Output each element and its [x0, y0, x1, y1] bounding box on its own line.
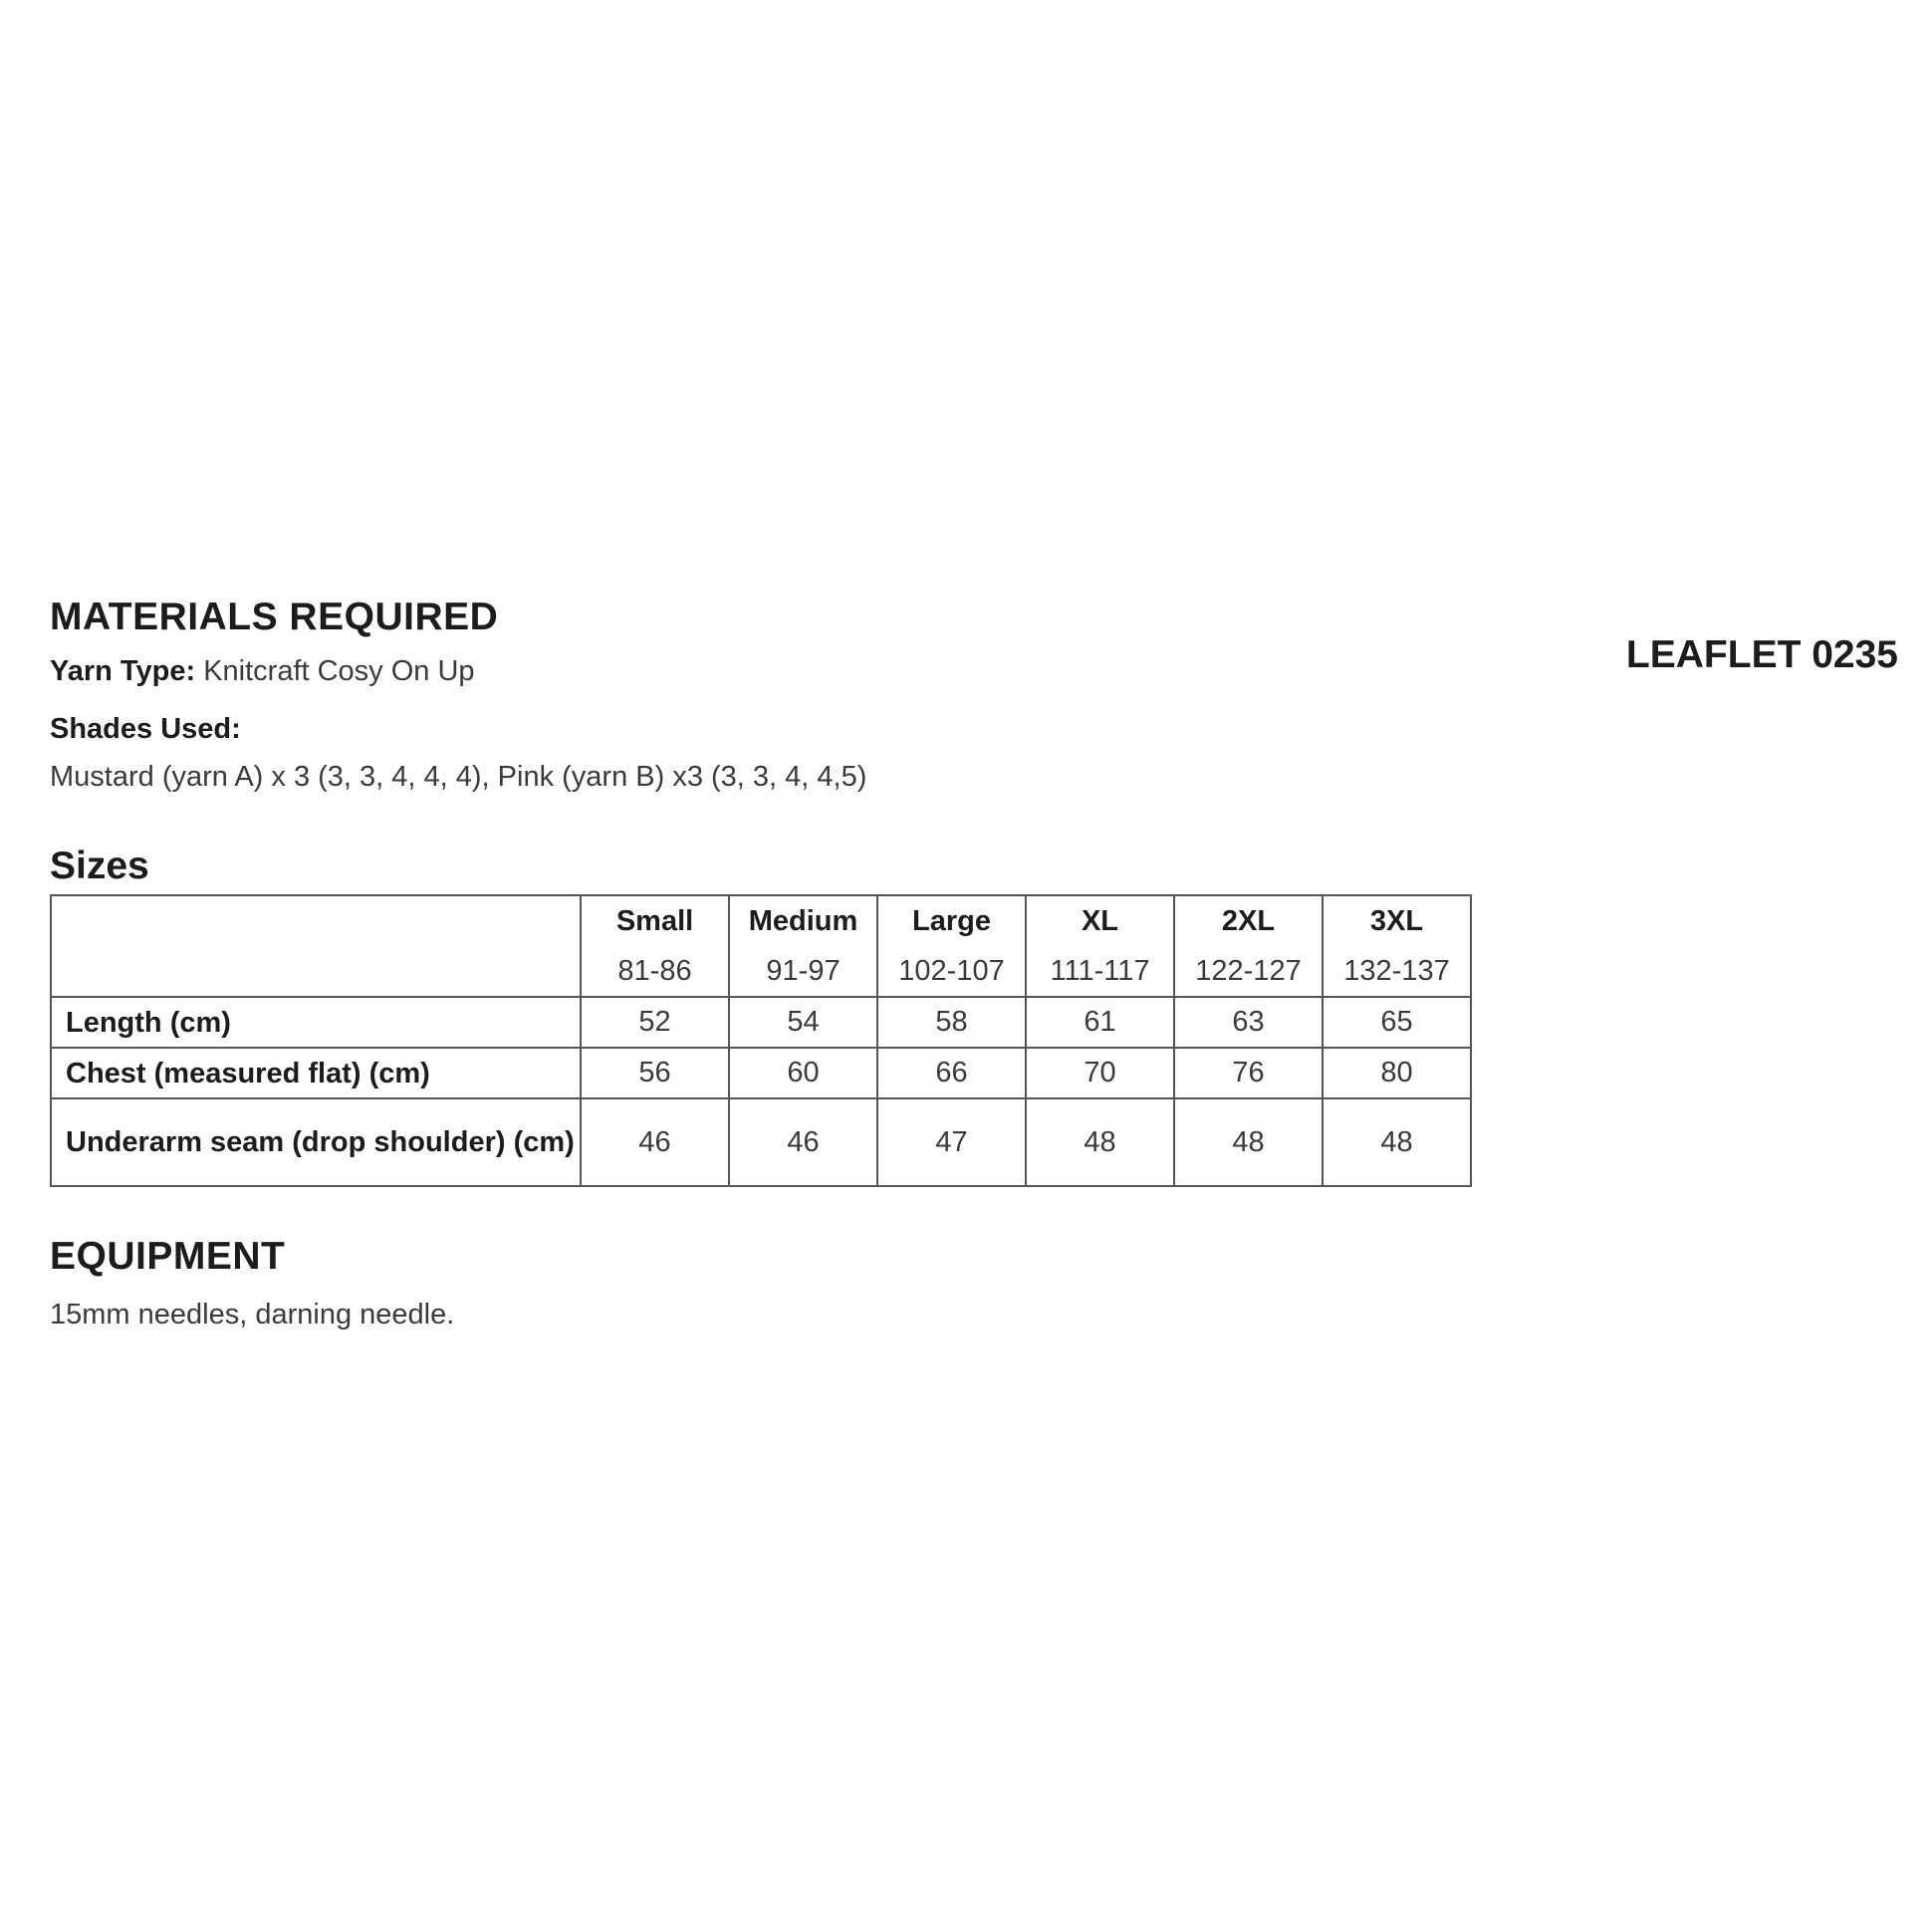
materials-title: MATERIALS REQUIRED: [50, 596, 499, 638]
size-range-cell: 81-86: [581, 946, 729, 997]
row-label-chest: Chest (measured flat) (cm): [51, 1048, 581, 1098]
size-table: [50, 894, 1472, 1187]
value-cell: 47: [877, 1098, 1026, 1186]
row-label-length: Length (cm): [51, 997, 581, 1048]
value-cell: 76: [1174, 1048, 1323, 1098]
equipment-text: 15mm needles, darning needle.: [50, 1299, 455, 1330]
value-cell: 58: [877, 997, 1026, 1048]
yarn-type-value: Knitcraft Cosy On Up: [203, 655, 475, 687]
equipment-title: EQUIPMENT: [50, 1235, 286, 1278]
shades-label: Shades Used:: [50, 713, 241, 745]
yarn-type-line: [50, 655, 475, 688]
size-range-cell: 91-97: [729, 946, 877, 997]
value-cell: 48: [1323, 1098, 1471, 1186]
value-cell: 60: [729, 1048, 877, 1098]
size-name-cell: Small: [581, 895, 729, 946]
size-range-cell: 111-117: [1026, 946, 1174, 997]
value-cell: 46: [581, 1098, 729, 1186]
value-cell: 70: [1026, 1048, 1174, 1098]
table-row: [51, 997, 1471, 1048]
value-cell: 48: [1174, 1098, 1323, 1186]
size-range-cell: 102-107: [877, 946, 1026, 997]
sizes-title: Sizes: [50, 845, 149, 887]
value-cell: 46: [729, 1098, 877, 1186]
value-cell: 65: [1323, 997, 1471, 1048]
size-name-cell: Large: [877, 895, 1026, 946]
row-label-underarm: Underarm seam (drop shoulder) (cm): [51, 1098, 581, 1186]
value-cell: 80: [1323, 1048, 1471, 1098]
value-cell: 54: [729, 997, 877, 1048]
size-range-cell: 132-137: [1323, 946, 1471, 997]
value-cell: 63: [1174, 997, 1323, 1048]
size-name-cell: 2XL: [1174, 895, 1323, 946]
size-name-cell: 3XL: [1323, 895, 1471, 946]
table-corner-cell: [51, 895, 581, 997]
table-row: [51, 1098, 1471, 1186]
size-range-cell: 122-127: [1174, 946, 1323, 997]
size-name-row: [51, 895, 1471, 946]
table-row: [51, 1048, 1471, 1098]
yarn-type-label: Yarn Type:: [50, 655, 196, 687]
value-cell: 56: [581, 1048, 729, 1098]
value-cell: 48: [1026, 1098, 1174, 1186]
value-cell: 61: [1026, 997, 1174, 1048]
value-cell: 66: [877, 1048, 1026, 1098]
value-cell: 52: [581, 997, 729, 1048]
size-name-cell: Medium: [729, 895, 877, 946]
size-name-cell: XL: [1026, 895, 1174, 946]
leaflet-number: LEAFLET 0235: [1625, 633, 1898, 676]
shades-value: Mustard (yarn A) x 3 (3, 3, 4, 4, 4), Pink (yarn B) x3 (3, 3, 4, 4,5): [50, 761, 867, 793]
